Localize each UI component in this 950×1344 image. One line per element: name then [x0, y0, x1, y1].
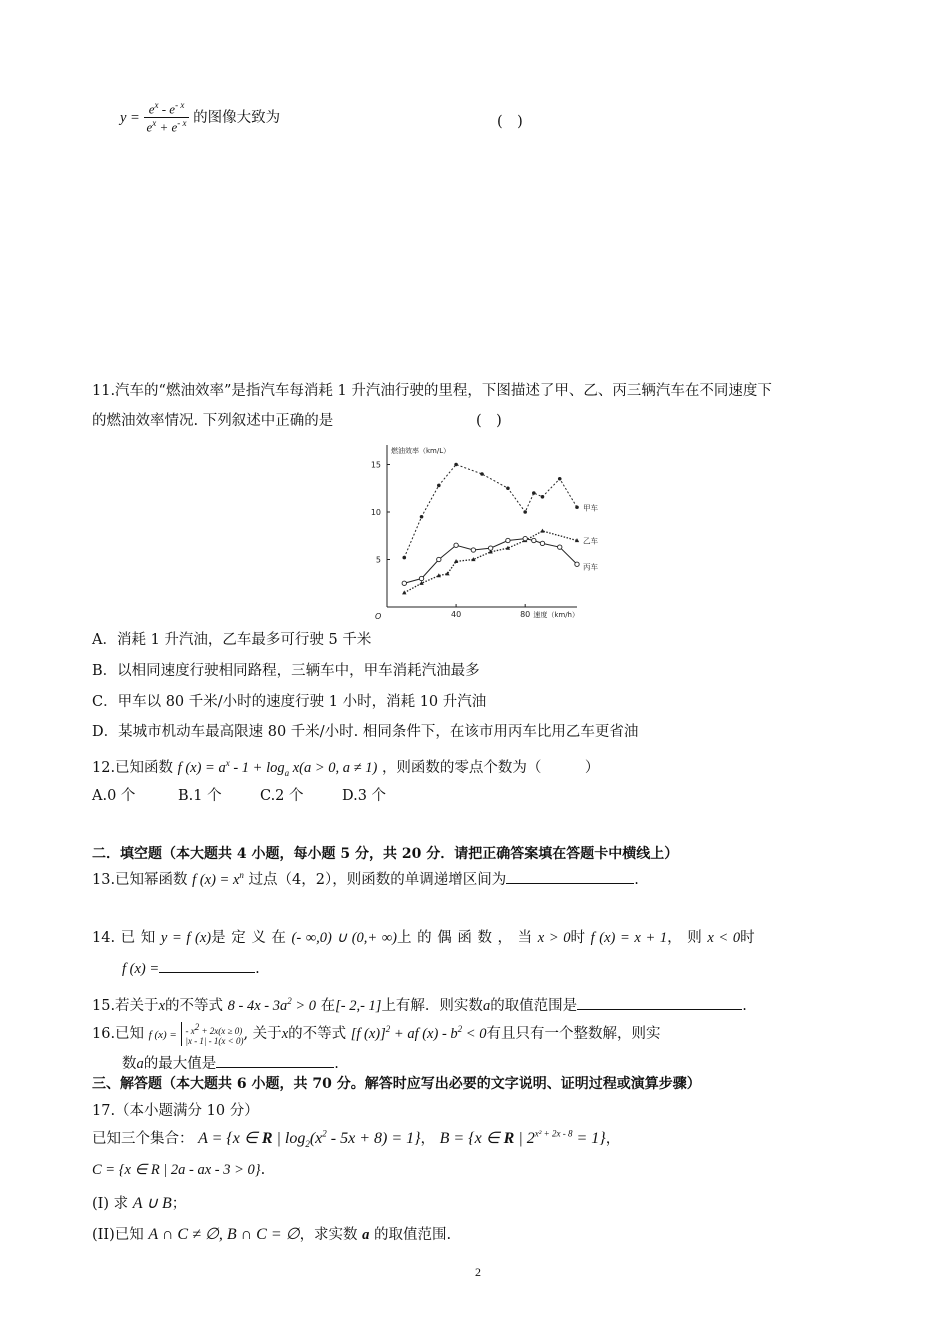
q16-answer-blank[interactable] [216, 1053, 334, 1068]
q16-var: x [281, 1026, 289, 1042]
q12-options [92, 784, 386, 805]
q16-end: . [334, 1056, 339, 1072]
section2-heading: 二．填空题（本大题共 4 小题，每小题 5 分，共 20 分．请把正确答案填在答题卡中横线上） [92, 846, 679, 862]
data-point [540, 529, 544, 533]
page-number: 2 [475, 1265, 481, 1279]
q12-option-d: D.3 个 [342, 788, 387, 804]
q15-end: . [742, 998, 747, 1014]
y-tick-label: 15 [370, 460, 381, 470]
origin-label: O [375, 612, 382, 621]
q14-cond2: x < 0 [707, 930, 741, 946]
q14-text-b: 是 定 义 在 [211, 930, 286, 946]
q14-line2-end: . [255, 961, 260, 977]
y-axis-label: 燃油效率（km/L） [391, 447, 451, 455]
data-point [488, 546, 492, 550]
fuel-efficiency-chart [355, 435, 598, 621]
section3-heading: 三、解答题（本大题共 6 小题，共 70 分。解答时应写出必要的文字说明、证明过程或演算步骤） [92, 1076, 701, 1092]
q15-mid3: 上有解．则实数 [381, 998, 483, 1014]
data-point [540, 541, 544, 545]
series-label: 甲车 [583, 503, 598, 513]
q14-text-f: 时 [740, 930, 755, 946]
data-point [575, 562, 579, 566]
q15-var2: a [482, 998, 491, 1014]
q17-part1-formula: A ∪ B [132, 1195, 172, 1212]
data-point [402, 590, 406, 594]
q15-mid: 的不等式 [165, 998, 223, 1014]
q16-line2 [122, 1052, 339, 1073]
q17-part2-formula: A ∩ C ≠ ∅, B ∩ C = ∅ [148, 1226, 300, 1243]
data-point [445, 571, 449, 575]
q16-line2-var: a [136, 1056, 144, 1072]
q11-option-b: B．以相同速度行驶相同路程，三辆车中，甲车消耗汽油最多 [92, 663, 480, 679]
data-point [480, 472, 484, 476]
q14-line2 [122, 958, 260, 978]
q16-line1 [92, 1022, 660, 1046]
series-line-3 [404, 539, 577, 584]
q16-mid: , 关于 [243, 1026, 282, 1042]
q16-piece1: - $x^2 + 2x(x \ge 0)$ [185, 1022, 243, 1036]
q14-text-d: 时 [570, 930, 586, 946]
q10-bracket: ( ) [497, 114, 523, 130]
q17-part1 [92, 1192, 186, 1213]
q14-domain: (- ∞,0) ∪ (0,+ ∞) [291, 930, 398, 946]
q11-option-d: D．某城市机动车最高限速 80 千米/小时. 相同条件下，在该市用丙车比用乙车更省油 [92, 724, 639, 740]
q17-comma2: ， [605, 1131, 621, 1147]
q12-prefix: 12.已知函数 [92, 760, 174, 776]
data-point [437, 557, 441, 561]
q17-dot: . [260, 1162, 266, 1178]
q16-piece2: |x - 1| - 1(x < 0) [185, 1036, 244, 1046]
q11-option-c: C．甲车以 80 千米/小时的速度行驶 1 小时，消耗 10 升汽油 [92, 694, 487, 710]
q14-text-a: 14. 已 知 [92, 930, 156, 946]
q13-suffix: 过点（4，2），则函数的单调递增区间为 [248, 872, 507, 888]
q16-mid2: 的不等式 [288, 1026, 347, 1042]
q13-formula: f $(x) = x^n$ [192, 870, 244, 888]
data-point [575, 505, 579, 509]
data-point [437, 484, 441, 488]
series-line-1 [404, 465, 577, 558]
data-point [523, 510, 527, 514]
q11-line2: 的燃油效率情况. 下列叙述中正确的是 [92, 413, 334, 429]
q10-y-eq: y = [120, 109, 140, 126]
q17-line1a: 已知三个集合： [92, 1131, 194, 1147]
q17-part2-label: (II)已知 [92, 1227, 144, 1243]
y-tick-label: 5 [375, 555, 381, 565]
data-point [558, 477, 562, 481]
q14-line1 [92, 926, 755, 947]
data-point [541, 495, 545, 499]
q14-cond1: x > 0 [537, 930, 571, 946]
x-tick-label: 80 [520, 610, 531, 619]
q16-line2b: 的最大值是 [143, 1056, 217, 1072]
q11-option-a: A．消耗 1 升汽油，乙车最多可行驶 5 千米 [92, 632, 372, 648]
q10-frac-num: $e^x - e^{- x}$ [144, 100, 188, 118]
q15-var: x [158, 998, 165, 1014]
q17-part1-end: ； [171, 1196, 187, 1212]
q15-answer-blank[interactable] [577, 995, 742, 1010]
chart-series [402, 463, 579, 595]
q17-part1-label: (I) 求 [92, 1196, 129, 1212]
q10-fraction [144, 100, 188, 136]
q16-prefix: 16.已知 [92, 1026, 145, 1042]
data-point [532, 538, 536, 542]
q15-interval: [- 2,- 1] [335, 998, 382, 1014]
q15-line [92, 994, 747, 1015]
data-point [402, 581, 406, 585]
q17-line2 [92, 1162, 265, 1179]
q14-text-c: 上 的 偶 函 数 ， 当 [397, 930, 533, 946]
q14-line2-formula: f (x) = [122, 961, 160, 977]
q14-answer-blank[interactable] [159, 958, 255, 973]
data-point [506, 538, 510, 542]
q17-part2-var: a [362, 1227, 370, 1243]
q17-set-c: C = {x ∈ R | 2a - ax - 3 > 0} [92, 1162, 261, 1178]
data-point [420, 515, 424, 519]
data-point [532, 491, 536, 495]
data-point [454, 463, 458, 467]
q12-line [92, 756, 599, 778]
data-point [454, 543, 458, 547]
q16-piecewise [181, 1022, 243, 1046]
q17-set-b: B = {x ∈ R | $2^{x^2 + 2x - 8} = 1$} [439, 1128, 606, 1147]
q10-line [120, 100, 280, 136]
q11-bracket: ( ) [476, 413, 502, 429]
q14-formula2: f (x) = x + 1 [590, 930, 668, 946]
data-point [523, 536, 527, 540]
q17-title: 17.（本小题满分 10 分） [92, 1103, 259, 1119]
q13-end: . [634, 872, 639, 888]
chart-labels [371, 446, 599, 621]
q10-tail: 的图像大致为 [193, 109, 281, 126]
q13-prefix: 13.已知幂函数 [92, 872, 188, 888]
x-axis-label: 速度（km/h） [533, 611, 579, 619]
x-tick-label: 40 [450, 610, 462, 619]
data-point [506, 486, 510, 490]
q15-suffix: 的取值范围是 [490, 998, 578, 1014]
q16-f-label: f (x) = [148, 1029, 177, 1041]
q16-line2a: 数 [122, 1056, 137, 1072]
data-point [402, 556, 406, 560]
q10-frac-den: $e^x + e^{- x}$ [146, 118, 187, 135]
q16-suffix: 有且只有一个整数解，则实 [486, 1026, 661, 1042]
q15-mid2: 在 [320, 998, 336, 1014]
q14-text-e: ， 则 [667, 930, 702, 946]
chart-axes [387, 445, 577, 607]
q15-prefix: 15.若关于 [92, 998, 159, 1014]
q12-option-b: B.1 个 [178, 788, 222, 804]
series-label: 乙车 [583, 536, 598, 546]
q17-set-a: A = {x ∈ R | $\log_2(x^2 - 5x + 8) = 1$} [198, 1128, 421, 1150]
q13-answer-blank[interactable] [506, 869, 634, 884]
y-tick-label: 10 [370, 508, 381, 517]
q15-ineq: $8 - 4x - 3a^2 > 0$ [227, 996, 316, 1014]
q16-ineq: [f (x)]$^2$ + af $(x) - b^2 < 0$ [350, 1024, 487, 1042]
q17-comma1: ， [420, 1131, 436, 1147]
data-point [558, 545, 562, 549]
q17-part2 [92, 1223, 451, 1244]
q12-option-c: C.2 个 [260, 788, 304, 804]
q13-line [92, 868, 639, 889]
data-point [471, 548, 475, 552]
series-line-2 [404, 531, 577, 593]
q12-option-a: A.0 个 [92, 788, 136, 804]
q14-formula1: y = f (x) [160, 930, 212, 946]
q17-part2-mid: ，求实数 [299, 1227, 358, 1243]
q17-part2-end: 的取值范围. [374, 1227, 452, 1243]
q12-suffix: ，则函数的零点个数为（ ） [381, 760, 600, 776]
q12-formula: f $(x) = a^x - 1 + \log_a x(a > 0$, a ≠ 1) [177, 758, 378, 778]
q17-line1 [92, 1127, 620, 1149]
data-point [419, 576, 423, 580]
series-label: 丙车 [583, 562, 598, 572]
q11-line1: 11.汽车的“燃油效率”是指汽车每消耗 1 升汽油行驶的里程，下图描述了甲、乙、丙三辆汽车在不同速度下 [92, 383, 772, 399]
